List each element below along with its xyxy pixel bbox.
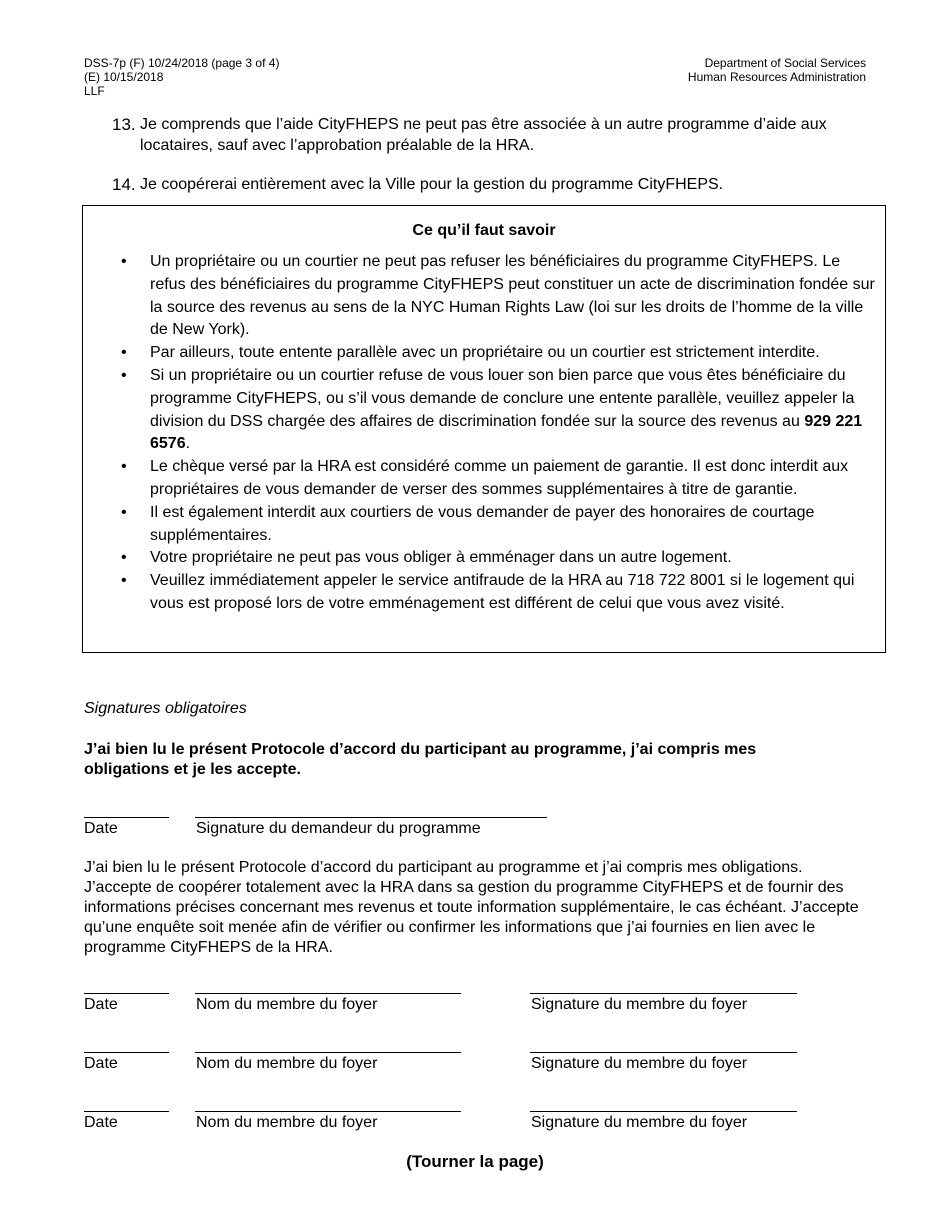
applicant-date-field[interactable] <box>84 817 169 818</box>
household-signature-label: Signature du membre du foyer <box>531 1055 748 1072</box>
bullet-icon: • <box>121 253 127 270</box>
household-date-field-3[interactable] <box>84 1111 169 1112</box>
household-date-field-1[interactable] <box>84 993 169 994</box>
household-name-label: Nom du membre du foyer <box>196 1055 378 1072</box>
list-item <box>121 502 875 548</box>
item-number: 13. <box>112 115 136 134</box>
bullet-text: Le chèque versé par la HRA est considéré comme un paiement de garantie. Il est donc interdit aux propriétaires de vous demander de verser des sommes supplémentaires à titre de garantie. <box>150 458 849 498</box>
list-item <box>121 251 875 342</box>
household-name-label: Nom du membre du foyer <box>196 1114 378 1131</box>
applicant-signature-field[interactable] <box>195 817 547 818</box>
department-name: Department of Social Services <box>704 56 866 70</box>
household-name-field-2[interactable] <box>195 1052 461 1053</box>
item-text: Je coopérerai entièrement avec la Ville pour la gestion du programme CityFHEPS. <box>140 176 724 193</box>
phone-suffix: . <box>185 435 191 453</box>
bullet-text: Si un propriétaire ou un courtier refuse de vous louer son bien parce que vous êtes bénéficiaire du programme CityFHEPS, ou s’il vous demande de conclure une entente parallèle, veuillez appeler la division du DSS chargée des affaires de discrimination fondée sur la source des revenus au <box>150 366 855 430</box>
bullet-text: Veuillez immédiatement appeler le service antifraude de la HRA au 718 722 8001 si le logement qui vous est proposé lors de votre emménagement est différent de celui que vous avez visité. <box>150 572 855 612</box>
bullet-icon: • <box>121 549 127 567</box>
form-language-code: LLF <box>84 84 105 98</box>
applicant-signature-label: Signature du demandeur du programme <box>196 820 481 837</box>
household-signature-field-2[interactable] <box>530 1052 797 1053</box>
phone-number: 929 221 6576 <box>150 412 863 453</box>
numbered-item-14 <box>112 174 872 195</box>
household-name-field-1[interactable] <box>195 993 461 994</box>
household-name-field-3[interactable] <box>195 1111 461 1112</box>
form-english-date: (E) 10/15/2018 <box>84 70 164 84</box>
household-signature-field-3[interactable] <box>530 1111 797 1112</box>
list-item <box>121 456 875 502</box>
household-date-field-2[interactable] <box>84 1052 169 1053</box>
list-item <box>121 547 875 570</box>
applicant-date-label: Date <box>84 820 118 837</box>
administration-name: Human Resources Administration <box>687 70 866 84</box>
form-header-right <box>688 56 866 84</box>
what-to-know-box <box>82 205 886 653</box>
bullet-icon: • <box>121 344 127 362</box>
bullet-icon: • <box>121 366 127 384</box>
form-id: DSS-7p (F) 10/24/2018 (page 3 of 4) <box>84 56 280 70</box>
household-signature-label: Signature du membre du foyer <box>531 1114 748 1131</box>
bullet-text: Votre propriétaire ne peut pas vous obliger à emménager dans un autre logement. <box>150 549 732 567</box>
bullet-text: Par ailleurs, toute entente parallèle avec un propriétaire ou un courtier est strictement interdite. <box>150 344 820 362</box>
household-signature-field-1[interactable] <box>530 993 797 994</box>
list-item <box>121 365 875 456</box>
bullet-text: Il est également interdit aux courtiers de vous demander de payer des honoraires de courtage supplémentaires. <box>150 503 815 544</box>
household-date-label: Date <box>84 1055 118 1072</box>
numbered-item-13 <box>112 114 872 156</box>
household-name-label: Nom du membre du foyer <box>196 996 378 1013</box>
signatures-heading: Signatures obligatoires <box>84 700 247 717</box>
household-signature-label: Signature du membre du foyer <box>531 996 748 1013</box>
household-date-label: Date <box>84 996 118 1013</box>
bullet-icon: • <box>121 458 127 476</box>
household-date-label: Date <box>84 1114 118 1131</box>
item-number: 14. <box>112 175 136 194</box>
item-text: Je comprends que l’aide CityFHEPS ne peut pas être associée à un autre programme d’aide aux locataires, sauf avec l’approbation préalable de la HRA. <box>140 116 827 154</box>
bullet-icon: • <box>121 572 127 590</box>
bullet-list <box>121 251 875 616</box>
form-header-left <box>84 56 279 98</box>
list-item <box>121 570 875 616</box>
acceptance-statement: J’ai bien lu le présent Protocole d’accord du participant au programme, j’ai compris mes obligations et je les accepte. <box>84 741 757 778</box>
box-title: Ce qu’il faut savoir <box>412 222 556 239</box>
household-statement: J’ai bien lu le présent Protocole d’accord du participant au programme et j’ai compris mes obligations. J’accepte de coopérer totalement avec la HRA dans sa gestion du programme CityFHEPS et de fournir des informations précises concernant mes revenus et toute information supplémentaire, le cas échéant. J’accepte qu’une enquête soit menée afin de vérifier ou confirmer les informations que j’ai fournies en lien avec le programme CityFHEPS de la HRA. <box>84 859 859 956</box>
list-item <box>121 342 875 365</box>
turn-page-notice: (Tourner la page) <box>406 1152 544 1171</box>
bullet-icon: • <box>121 503 127 521</box>
bullet-text: Un propriétaire ou un courtier ne peut pas refuser les bénéficiaires du programme CityFHEPS. Le refus des bénéficiaires du programme CityFHEPS peut constituer un acte de discrimination fondée sur la source des revenus au sens de la NYC Human Rights Law (loi sur les droits de l’homme de la ville de New York). <box>150 253 875 339</box>
